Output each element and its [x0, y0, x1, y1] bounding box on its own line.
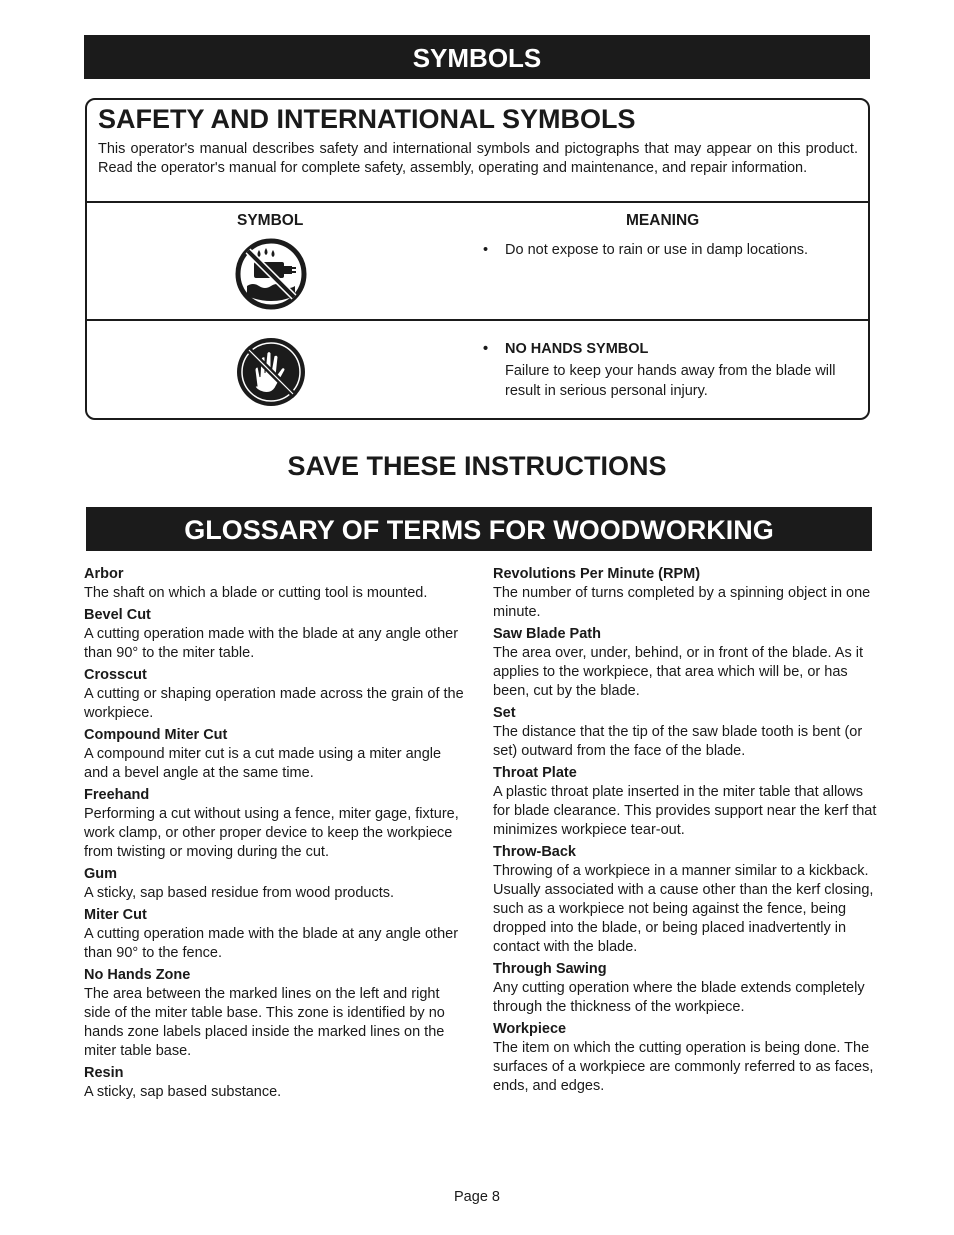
meaning-text: Do not expose to rain or use in damp locations. — [505, 242, 809, 258]
glossary-term: Arbor — [84, 566, 124, 582]
glossary-definition: A compound miter cut is a cut made using a miter angle and a bevel angle at the same time. — [84, 746, 442, 781]
no-hands-icon — [235, 336, 307, 408]
bullet: • — [483, 242, 489, 258]
glossary-definition: The shaft on which a blade or cutting tool is mounted. — [84, 585, 428, 601]
safety-symbols-box — [85, 98, 870, 420]
glossary-definition: Any cutting operation where the blade extends completely through the thickness of the workpiece. — [493, 980, 865, 1015]
safety-title: SAFETY AND INTERNATIONAL SYMBOLS — [98, 104, 636, 134]
glossary-definition: A plastic throat plate inserted in the miter table that allows for blade clearance. This provides support near the kerf that minimizes workpiece tear-out. — [493, 784, 877, 838]
glossary-term: Revolutions Per Minute (RPM) — [493, 566, 701, 582]
column-header-meaning: MEANING — [626, 212, 700, 229]
glossary-column-left — [84, 565, 469, 1105]
glossary-definition: A cutting operation made with the blade at any angle other than 90° to the fence. — [84, 926, 459, 961]
glossary-term: Through Sawing — [493, 961, 607, 977]
glossary-term: Miter Cut — [84, 907, 147, 923]
meaning-text: Failure to keep your hands away from the blade will result in serious personal injury. — [505, 363, 836, 399]
column-header-symbol: SYMBOL — [237, 212, 304, 229]
safety-intro: This operator's manual describes safety and international symbols and pictographs that may appear on this product. Read the operator's manual for complete safety, assembly, operating and maintenance, and repair information. — [98, 141, 858, 176]
glossary-banner: GLOSSARY OF TERMS FOR WOODWORKING — [86, 507, 872, 551]
meaning-label: NO HANDS SYMBOL — [505, 341, 649, 357]
page-number: Page 8 — [454, 1189, 500, 1205]
glossary-term: Set — [493, 705, 516, 721]
glossary-definition: The area over, under, behind, or in front of the blade. As it applies to the workpiece, that area which will be, or has been, cut by the blade. — [493, 645, 863, 699]
symbols-banner: SYMBOLS — [84, 35, 870, 79]
glossary-definition: A sticky, sap based residue from wood products. — [84, 885, 395, 901]
glossary-term: Throat Plate — [493, 765, 577, 781]
glossary-term: Saw Blade Path — [493, 626, 601, 642]
glossary-term: Crosscut — [84, 667, 147, 683]
meaning-row-1 — [483, 240, 863, 260]
bullet: • — [483, 341, 489, 357]
glossary-definition: A cutting operation made with the blade at any angle other than 90° to the miter table. — [84, 626, 459, 661]
glossary-term: Gum — [84, 866, 118, 882]
divider — [87, 201, 868, 203]
glossary-term: Throw-Back — [493, 844, 576, 860]
divider — [87, 319, 868, 321]
glossary-definition: A sticky, sap based substance. — [84, 1084, 282, 1100]
save-instructions-heading: SAVE THESE INSTRUCTIONS — [287, 451, 667, 481]
glossary-definition: The number of turns completed by a spinning object in one minute. — [493, 585, 871, 620]
glossary-term: No Hands Zone — [84, 967, 191, 983]
glossary-term: Bevel Cut — [84, 607, 151, 623]
glossary-definition: Performing a cut without using a fence, miter gage, fixture, work clamp, or other proper device to keep the workpiece from twisting or moving during the cut. — [84, 806, 459, 860]
glossary-term: Resin — [84, 1065, 124, 1081]
glossary-definition: Throwing of a workpiece in a manner similar to a kickback. Usually associated with a cause other than the kerf closing, such as a workpiece not being against the fence, being dropped into the blade, or being placed inadvertently in contact with the blade. — [493, 863, 874, 955]
glossary-definition: A cutting or shaping operation made across the grain of the workpiece. — [84, 686, 464, 721]
glossary-term: Freehand — [84, 787, 150, 803]
glossary-column-right — [493, 565, 883, 1099]
glossary-term: Workpiece — [493, 1021, 567, 1037]
meaning-row-2 — [483, 339, 863, 401]
no-rain-damp-icon — [235, 238, 307, 310]
glossary-definition: The distance that the tip of the saw blade tooth is bent (or set) outward from the face of the blade. — [493, 724, 863, 759]
glossary-definition: The item on which the cutting operation is being done. The surfaces of a workpiece are commonly referred to as faces, ends, and edges. — [493, 1040, 874, 1094]
glossary-definition: The area between the marked lines on the left and right side of the miter table base. This zone is identified by no hands zone labels placed inside the marked lines on the miter table base. — [84, 986, 445, 1059]
glossary-term: Compound Miter Cut — [84, 727, 228, 743]
